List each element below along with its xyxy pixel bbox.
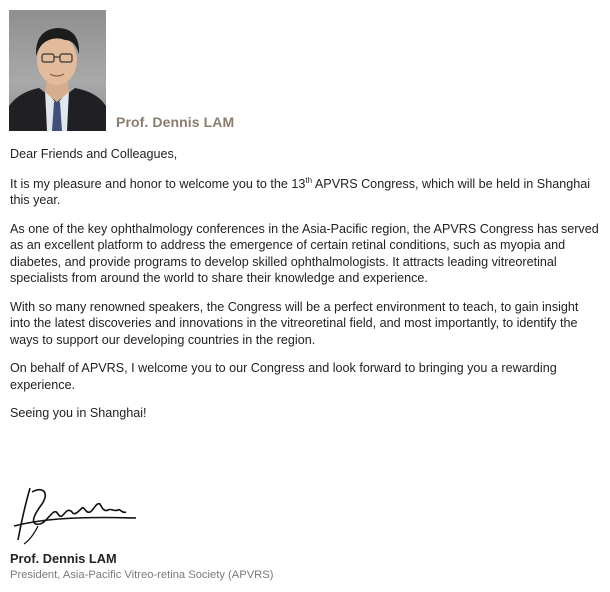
p1-text-end: APVRS Congress, which will be held in Shanghai this year. [10,176,591,207]
signoff-title: President, Asia-Pacific Vitreo-retina Society (APVRS) [10,569,274,581]
portrait-photo [9,10,106,131]
p1-text-start: It is my pleasure and honor to welcome you to the 13 [10,176,306,191]
signoff-name: Prof. Dennis LAM [10,551,117,566]
paragraph-behalf: On behalf of APVRS, I welcome you to our Congress and look forward to bringing you a rewarding experience. [10,361,557,392]
paragraph-conference: As one of the key ophthalmology conferences in the Asia-Pacific region, the APVRS Congress has served as an excellent platform to address the emergence of certain retinal conditions, such as myopia and diabetes, and provide programs to develop skilled ophthalmologists. It attracts leading vitreoretinal specialists from around the world to share their knowledge and experience. [10,221,599,285]
letter-body [10,146,602,434]
handwritten-signature [8,482,158,552]
paragraph-welcome [10,176,602,209]
header-name: Prof. Dennis LAM [116,114,235,130]
ordinal-suffix: th [305,175,313,185]
closing-line: Seeing you in Shanghai! [10,406,147,420]
salutation: Dear Friends and Colleagues, [10,147,178,161]
paragraph-speakers: With so many renowned speakers, the Congress will be a perfect environment to teach, to gain insight into the latest discoveries and innovations in the vitreoretinal field, and most importantly, to identify the ways to support our developing countries in the region. [10,299,579,347]
